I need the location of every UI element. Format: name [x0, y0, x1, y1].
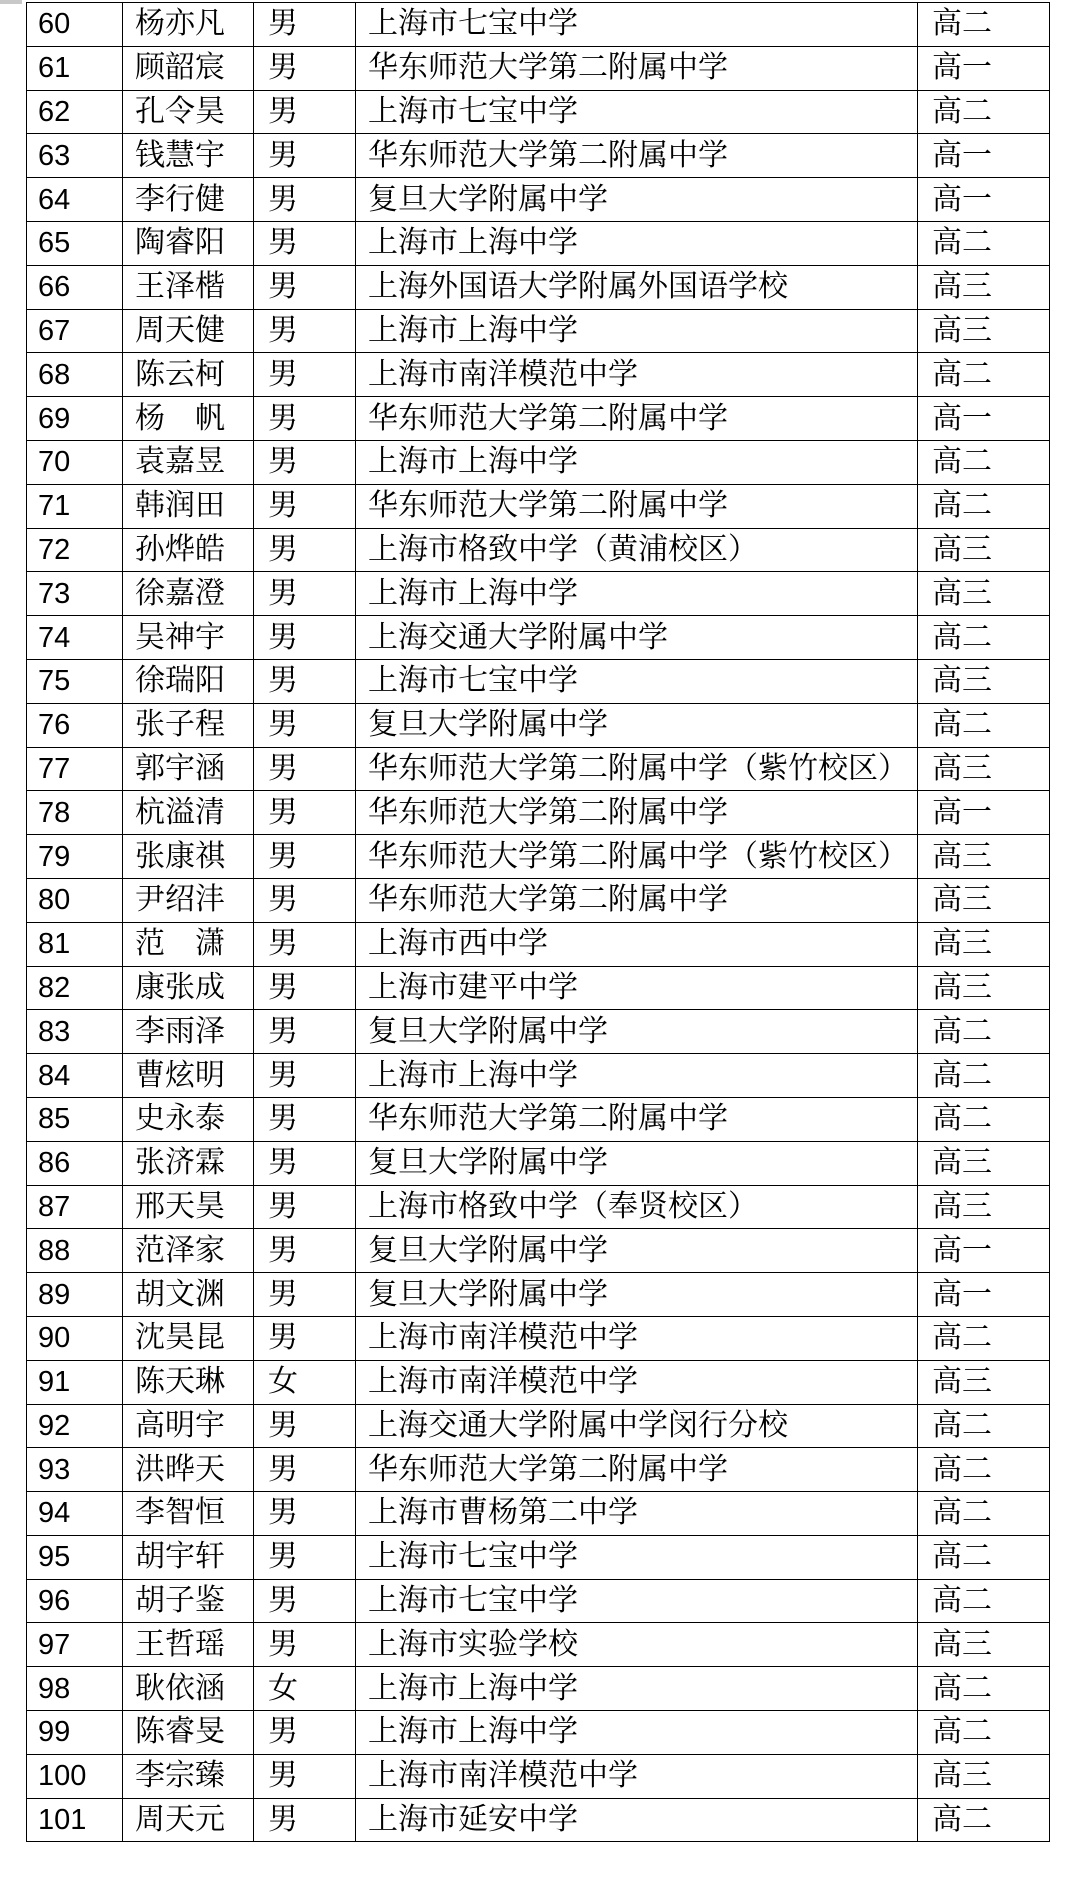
- student-name: 郭宇涵: [123, 747, 254, 791]
- school-name: 华东师范大学第二附属中学: [356, 1448, 918, 1492]
- student-roster-table: [26, 2, 1050, 1842]
- row-number: 86: [27, 1141, 123, 1185]
- student-name: 胡子鉴: [123, 1579, 254, 1623]
- table-row: [27, 1185, 1050, 1229]
- row-number: 91: [27, 1360, 123, 1404]
- school-name: 上海市延安中学: [356, 1798, 918, 1842]
- student-gender: 男: [254, 791, 356, 835]
- school-name: 上海市南洋模范中学: [356, 1316, 918, 1360]
- table-row: [27, 1667, 1050, 1711]
- school-name: 上海市七宝中学: [356, 1579, 918, 1623]
- school-name: 上海市上海中学: [356, 440, 918, 484]
- student-gender: 男: [254, 1404, 356, 1448]
- table-row: [27, 440, 1050, 484]
- table-row: [27, 1316, 1050, 1360]
- student-name: 李宗臻: [123, 1754, 254, 1798]
- school-name: 上海市曹杨第二中学: [356, 1492, 918, 1536]
- table-row: [27, 1754, 1050, 1798]
- roster-body: [27, 3, 1050, 1842]
- student-name: 胡文渊: [123, 1273, 254, 1317]
- student-gender: 男: [254, 178, 356, 222]
- grade-level: 高一: [918, 46, 1050, 90]
- grade-level: 高二: [918, 1010, 1050, 1054]
- grade-level: 高二: [918, 353, 1050, 397]
- student-name: 韩润田: [123, 484, 254, 528]
- school-name: 华东师范大学第二附属中学: [356, 134, 918, 178]
- student-name: 杭溢清: [123, 791, 254, 835]
- row-number: 89: [27, 1273, 123, 1317]
- grade-level: 高一: [918, 178, 1050, 222]
- student-name: 孙烨皓: [123, 528, 254, 572]
- student-name: 杨 帆: [123, 397, 254, 441]
- school-name: 华东师范大学第二附属中学: [356, 46, 918, 90]
- row-number: 66: [27, 265, 123, 309]
- student-gender: 女: [254, 1360, 356, 1404]
- grade-level: 高一: [918, 791, 1050, 835]
- table-row: [27, 309, 1050, 353]
- table-row: [27, 1097, 1050, 1141]
- grade-level: 高二: [918, 1667, 1050, 1711]
- grade-level: 高三: [918, 966, 1050, 1010]
- row-number: 72: [27, 528, 123, 572]
- student-gender: 男: [254, 528, 356, 572]
- school-name: 上海市实验学校: [356, 1623, 918, 1667]
- student-gender: 男: [254, 1185, 356, 1229]
- school-name: 华东师范大学第二附属中学: [356, 878, 918, 922]
- grade-level: 高二: [918, 90, 1050, 134]
- student-gender: 男: [254, 878, 356, 922]
- student-gender: 男: [254, 484, 356, 528]
- row-number: 63: [27, 134, 123, 178]
- student-name: 张康祺: [123, 835, 254, 879]
- row-number: 87: [27, 1185, 123, 1229]
- row-number: 85: [27, 1097, 123, 1141]
- school-name: 上海外国语大学附属外国语学校: [356, 265, 918, 309]
- student-name: 陈天琳: [123, 1360, 254, 1404]
- student-name: 徐瑞阳: [123, 659, 254, 703]
- row-number: 94: [27, 1492, 123, 1536]
- student-gender: 男: [254, 835, 356, 879]
- school-name: 上海市格致中学（奉贤校区）: [356, 1185, 918, 1229]
- school-name: 上海交通大学附属中学: [356, 616, 918, 660]
- row-number: 71: [27, 484, 123, 528]
- school-name: 上海市七宝中学: [356, 3, 918, 47]
- student-gender: 男: [254, 1623, 356, 1667]
- student-name: 钱慧宇: [123, 134, 254, 178]
- school-name: 复旦大学附属中学: [356, 1141, 918, 1185]
- row-number: 62: [27, 90, 123, 134]
- school-name: 上海市上海中学: [356, 309, 918, 353]
- school-name: 华东师范大学第二附属中学（紫竹校区）: [356, 747, 918, 791]
- student-gender: 男: [254, 703, 356, 747]
- student-name: 李智恒: [123, 1492, 254, 1536]
- school-name: 上海市上海中学: [356, 572, 918, 616]
- student-name: 曹炫明: [123, 1054, 254, 1098]
- student-name: 尹绍沣: [123, 878, 254, 922]
- student-gender: 男: [254, 1754, 356, 1798]
- grade-level: 高三: [918, 572, 1050, 616]
- table-row: [27, 966, 1050, 1010]
- row-number: 76: [27, 703, 123, 747]
- student-name: 吴神宇: [123, 616, 254, 660]
- student-gender: 男: [254, 572, 356, 616]
- grade-level: 高三: [918, 1141, 1050, 1185]
- school-name: 上海市上海中学: [356, 1054, 918, 1098]
- row-number: 90: [27, 1316, 123, 1360]
- table-row: [27, 1579, 1050, 1623]
- grade-level: 高三: [918, 309, 1050, 353]
- student-gender: 男: [254, 1010, 356, 1054]
- grade-level: 高三: [918, 1623, 1050, 1667]
- student-gender: 男: [254, 46, 356, 90]
- row-number: 78: [27, 791, 123, 835]
- student-gender: 男: [254, 221, 356, 265]
- student-gender: 男: [254, 659, 356, 703]
- row-number: 69: [27, 397, 123, 441]
- table-row: [27, 703, 1050, 747]
- grade-level: 高三: [918, 1185, 1050, 1229]
- row-number: 98: [27, 1667, 123, 1711]
- row-number: 82: [27, 966, 123, 1010]
- student-name: 李雨泽: [123, 1010, 254, 1054]
- grade-level: 高三: [918, 747, 1050, 791]
- student-gender: 男: [254, 1535, 356, 1579]
- table-row: [27, 878, 1050, 922]
- table-row: [27, 178, 1050, 222]
- row-number: 84: [27, 1054, 123, 1098]
- student-name: 范泽家: [123, 1229, 254, 1273]
- grade-level: 高二: [918, 616, 1050, 660]
- school-name: 上海市南洋模范中学: [356, 353, 918, 397]
- row-number: 70: [27, 440, 123, 484]
- grade-level: 高二: [918, 1798, 1050, 1842]
- school-name: 上海市建平中学: [356, 966, 918, 1010]
- row-number: 74: [27, 616, 123, 660]
- row-number: 60: [27, 3, 123, 47]
- table-row: [27, 1535, 1050, 1579]
- table-row: [27, 616, 1050, 660]
- row-number: 100: [27, 1754, 123, 1798]
- grade-level: 高二: [918, 440, 1050, 484]
- student-gender: 男: [254, 1229, 356, 1273]
- row-number: 99: [27, 1711, 123, 1755]
- student-name: 史永泰: [123, 1097, 254, 1141]
- student-name: 李行健: [123, 178, 254, 222]
- grade-level: 高二: [918, 1492, 1050, 1536]
- student-name: 张济霖: [123, 1141, 254, 1185]
- student-name: 杨亦凡: [123, 3, 254, 47]
- student-gender: 男: [254, 922, 356, 966]
- grade-level: 高二: [918, 1579, 1050, 1623]
- student-name: 胡宇轩: [123, 1535, 254, 1579]
- student-gender: 男: [254, 3, 356, 47]
- student-gender: 男: [254, 966, 356, 1010]
- student-name: 洪晔天: [123, 1448, 254, 1492]
- table-row: [27, 791, 1050, 835]
- student-name: 王泽楷: [123, 265, 254, 309]
- student-gender: 男: [254, 309, 356, 353]
- table-row: [27, 1492, 1050, 1536]
- grade-level: 高二: [918, 1448, 1050, 1492]
- table-row: [27, 1711, 1050, 1755]
- grade-level: 高二: [918, 1316, 1050, 1360]
- student-gender: 男: [254, 1798, 356, 1842]
- student-name: 高明宇: [123, 1404, 254, 1448]
- student-gender: 男: [254, 353, 356, 397]
- row-number: 92: [27, 1404, 123, 1448]
- grade-level: 高一: [918, 1273, 1050, 1317]
- student-gender: 男: [254, 1273, 356, 1317]
- student-gender: 男: [254, 1054, 356, 1098]
- row-number: 80: [27, 878, 123, 922]
- row-number: 97: [27, 1623, 123, 1667]
- school-name: 上海市七宝中学: [356, 659, 918, 703]
- student-gender: 男: [254, 1448, 356, 1492]
- student-name: 周天健: [123, 309, 254, 353]
- table-row: [27, 90, 1050, 134]
- student-gender: 女: [254, 1667, 356, 1711]
- table-row: [27, 1623, 1050, 1667]
- student-name: 徐嘉澄: [123, 572, 254, 616]
- school-name: 华东师范大学第二附属中学: [356, 397, 918, 441]
- grade-level: 高三: [918, 1754, 1050, 1798]
- school-name: 上海市七宝中学: [356, 1535, 918, 1579]
- student-name: 耿依涵: [123, 1667, 254, 1711]
- table-row: [27, 922, 1050, 966]
- grade-level: 高二: [918, 1054, 1050, 1098]
- school-name: 华东师范大学第二附属中学: [356, 484, 918, 528]
- student-gender: 男: [254, 1141, 356, 1185]
- student-name: 范 潇: [123, 922, 254, 966]
- row-number: 75: [27, 659, 123, 703]
- student-gender: 男: [254, 397, 356, 441]
- grade-level: 高二: [918, 3, 1050, 47]
- school-name: 上海市七宝中学: [356, 90, 918, 134]
- school-name: 上海市上海中学: [356, 1667, 918, 1711]
- grade-level: 高二: [918, 221, 1050, 265]
- school-name: 上海市南洋模范中学: [356, 1360, 918, 1404]
- student-gender: 男: [254, 1492, 356, 1536]
- table-row: [27, 1229, 1050, 1273]
- school-name: 上海市格致中学（黄浦校区）: [356, 528, 918, 572]
- school-name: 华东师范大学第二附属中学: [356, 791, 918, 835]
- table-row: [27, 1141, 1050, 1185]
- student-name: 周天元: [123, 1798, 254, 1842]
- school-name: 上海市西中学: [356, 922, 918, 966]
- table-row: [27, 3, 1050, 47]
- student-name: 陶睿阳: [123, 221, 254, 265]
- row-number: 68: [27, 353, 123, 397]
- school-name: 复旦大学附属中学: [356, 1010, 918, 1054]
- grade-level: 高三: [918, 528, 1050, 572]
- row-number: 73: [27, 572, 123, 616]
- table-row: [27, 1054, 1050, 1098]
- school-name: 上海市上海中学: [356, 221, 918, 265]
- corner-mark: [0, 0, 22, 4]
- table-row: [27, 572, 1050, 616]
- table-row: [27, 484, 1050, 528]
- grade-level: 高二: [918, 1711, 1050, 1755]
- student-gender: 男: [254, 616, 356, 660]
- grade-level: 高三: [918, 265, 1050, 309]
- school-name: 复旦大学附属中学: [356, 1229, 918, 1273]
- row-number: 95: [27, 1535, 123, 1579]
- grade-level: 高二: [918, 1404, 1050, 1448]
- student-name: 康张成: [123, 966, 254, 1010]
- school-name: 华东师范大学第二附属中学: [356, 1097, 918, 1141]
- row-number: 83: [27, 1010, 123, 1054]
- table-row: [27, 528, 1050, 572]
- student-name: 沈昊昆: [123, 1316, 254, 1360]
- student-gender: 男: [254, 265, 356, 309]
- grade-level: 高三: [918, 659, 1050, 703]
- student-gender: 男: [254, 747, 356, 791]
- table-row: [27, 46, 1050, 90]
- grade-level: 高三: [918, 835, 1050, 879]
- table-row: [27, 1798, 1050, 1842]
- table-row: [27, 221, 1050, 265]
- table-row: [27, 1448, 1050, 1492]
- student-name: 顾韶宸: [123, 46, 254, 90]
- student-name: 张子程: [123, 703, 254, 747]
- school-name: 复旦大学附属中学: [356, 178, 918, 222]
- student-gender: 男: [254, 1711, 356, 1755]
- student-name: 孔令昊: [123, 90, 254, 134]
- grade-level: 高二: [918, 1097, 1050, 1141]
- row-number: 65: [27, 221, 123, 265]
- table-row: [27, 353, 1050, 397]
- student-name: 王哲瑶: [123, 1623, 254, 1667]
- student-name: 陈睿旻: [123, 1711, 254, 1755]
- table-row: [27, 1360, 1050, 1404]
- student-gender: 男: [254, 90, 356, 134]
- row-number: 61: [27, 46, 123, 90]
- grade-level: 高三: [918, 1360, 1050, 1404]
- school-name: 上海市上海中学: [356, 1711, 918, 1755]
- table-row: [27, 1273, 1050, 1317]
- student-name: 邢天昊: [123, 1185, 254, 1229]
- grade-level: 高三: [918, 878, 1050, 922]
- grade-level: 高二: [918, 484, 1050, 528]
- school-name: 上海市南洋模范中学: [356, 1754, 918, 1798]
- school-name: 复旦大学附属中学: [356, 1273, 918, 1317]
- student-gender: 男: [254, 440, 356, 484]
- row-number: 96: [27, 1579, 123, 1623]
- table-row: [27, 835, 1050, 879]
- table-row: [27, 659, 1050, 703]
- grade-level: 高二: [918, 1535, 1050, 1579]
- table-row: [27, 1010, 1050, 1054]
- row-number: 88: [27, 1229, 123, 1273]
- row-number: 64: [27, 178, 123, 222]
- grade-level: 高一: [918, 134, 1050, 178]
- table-row: [27, 397, 1050, 441]
- student-name: 陈云柯: [123, 353, 254, 397]
- grade-level: 高三: [918, 922, 1050, 966]
- table-row: [27, 265, 1050, 309]
- school-name: 上海交通大学附属中学闵行分校: [356, 1404, 918, 1448]
- table-row: [27, 134, 1050, 178]
- grade-level: 高二: [918, 703, 1050, 747]
- row-number: 93: [27, 1448, 123, 1492]
- grade-level: 高一: [918, 1229, 1050, 1273]
- school-name: 复旦大学附属中学: [356, 703, 918, 747]
- row-number: 67: [27, 309, 123, 353]
- student-name: 袁嘉昱: [123, 440, 254, 484]
- table-row: [27, 747, 1050, 791]
- student-gender: 男: [254, 134, 356, 178]
- student-gender: 男: [254, 1579, 356, 1623]
- table-row: [27, 1404, 1050, 1448]
- row-number: 101: [27, 1798, 123, 1842]
- school-name: 华东师范大学第二附属中学（紫竹校区）: [356, 835, 918, 879]
- row-number: 79: [27, 835, 123, 879]
- row-number: 77: [27, 747, 123, 791]
- row-number: 81: [27, 922, 123, 966]
- student-gender: 男: [254, 1097, 356, 1141]
- student-gender: 男: [254, 1316, 356, 1360]
- grade-level: 高一: [918, 397, 1050, 441]
